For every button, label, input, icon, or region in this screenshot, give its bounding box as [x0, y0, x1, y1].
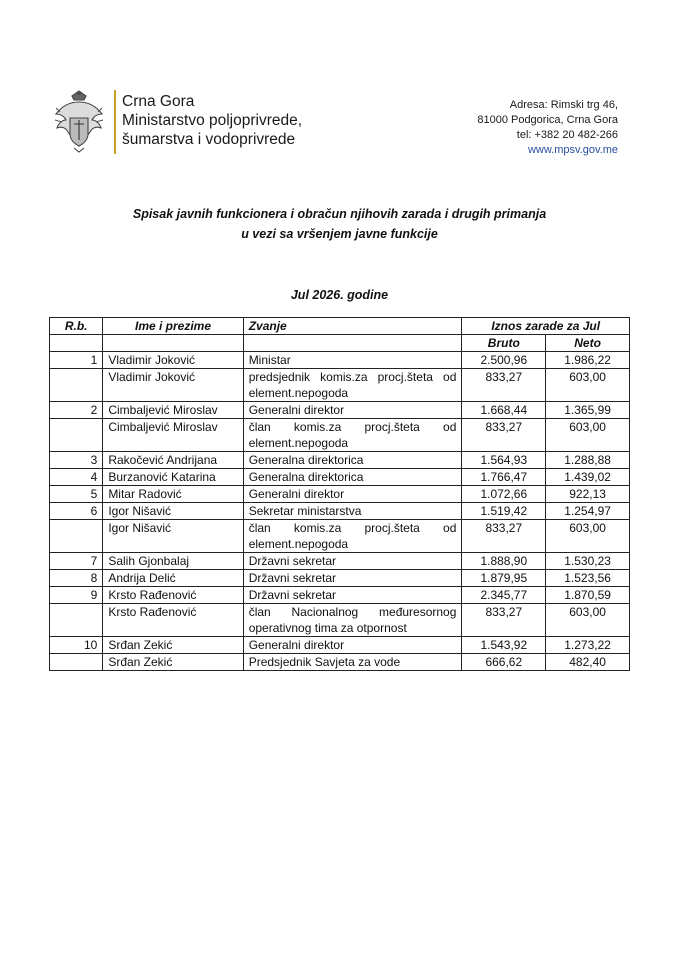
net-amount: 1.530,23 [546, 553, 630, 570]
official-name: Srđan Zekić [103, 654, 243, 671]
official-name: Krsto Rađenović [103, 587, 243, 604]
row-number: 10 [50, 637, 103, 654]
official-name: Vladimir Joković [103, 369, 243, 402]
official-position: Generalna direktorica [243, 469, 462, 486]
org-line-ministry-cont: šumarstva i vodoprivrede [122, 131, 296, 148]
table-row [50, 604, 630, 637]
header-amount: Iznos zarade za Jul [462, 318, 630, 335]
official-name: Igor Nišavić [103, 520, 243, 553]
official-position: Generalni direktor [243, 486, 462, 503]
address-line: Adresa: Rimski trg 46, [509, 99, 618, 111]
table-body [50, 352, 630, 671]
table-row [50, 570, 630, 587]
table-row [50, 486, 630, 503]
net-amount: 1.986,22 [546, 352, 630, 369]
gross-amount: 833,27 [462, 369, 546, 402]
organization-name [122, 92, 302, 149]
net-amount: 1.273,22 [546, 637, 630, 654]
net-amount: 1.254,97 [546, 503, 630, 520]
net-amount: 1.288,88 [546, 452, 630, 469]
net-amount: 603,00 [546, 520, 630, 553]
official-name: Srđan Zekić [103, 637, 243, 654]
official-name: Cimbaljević Miroslav [103, 419, 243, 452]
official-position: Generalni direktor [243, 637, 462, 654]
gross-amount: 1.543,92 [462, 637, 546, 654]
header-title: Zvanje [243, 318, 462, 335]
net-amount: 603,00 [546, 604, 630, 637]
net-amount: 922,13 [546, 486, 630, 503]
row-number: 9 [50, 587, 103, 604]
table-row [50, 654, 630, 671]
coat-of-arms-icon [52, 90, 106, 154]
official-position: Predsjednik Savjeta za vode [243, 654, 462, 671]
city-line: 81000 Podgorica, Crna Gora [477, 114, 618, 126]
gross-amount: 1.879,95 [462, 570, 546, 587]
net-amount: 1.523,56 [546, 570, 630, 587]
header-neto: Neto [546, 335, 630, 352]
net-amount: 1.870,59 [546, 587, 630, 604]
header-empty [50, 335, 103, 352]
gross-amount: 2.345,77 [462, 587, 546, 604]
header-empty [103, 335, 243, 352]
table-row [50, 452, 630, 469]
official-position: Generalna direktorica [243, 452, 462, 469]
official-position: Sekretar ministarstva [243, 503, 462, 520]
title-line-2: u vezi sa vršenjem javne funkcije [241, 227, 438, 241]
official-position: Državni sekretar [243, 587, 462, 604]
org-line-ministry: Ministarstvo poljoprivrede, [122, 112, 303, 129]
table-row [50, 469, 630, 486]
net-amount: 603,00 [546, 369, 630, 402]
net-amount: 1.439,02 [546, 469, 630, 486]
letterhead [52, 88, 618, 158]
table-row [50, 553, 630, 570]
table-row [50, 369, 630, 402]
row-number: 1 [50, 352, 103, 369]
gross-amount: 1.519,42 [462, 503, 546, 520]
letterhead-divider [114, 90, 116, 154]
official-position: Državni sekretar [243, 570, 462, 587]
official-position: Generalni direktor [243, 402, 462, 419]
table-row [50, 419, 630, 452]
gross-amount: 1.668,44 [462, 402, 546, 419]
official-name: Mitar Radović [103, 486, 243, 503]
org-line-country: Crna Gora [122, 93, 195, 110]
row-number [50, 654, 103, 671]
table-subheader-row [50, 335, 630, 352]
row-number [50, 604, 103, 637]
row-number: 2 [50, 402, 103, 419]
row-number: 4 [50, 469, 103, 486]
row-number: 6 [50, 503, 103, 520]
official-position: Ministar [243, 352, 462, 369]
official-name: Igor Nišavić [103, 503, 243, 520]
net-amount: 603,00 [546, 419, 630, 452]
gross-amount: 1.766,47 [462, 469, 546, 486]
table-row [50, 587, 630, 604]
table-header-row [50, 318, 630, 335]
official-position: član komis.za procj.šteta od element.nepogoda [243, 520, 462, 553]
row-number: 5 [50, 486, 103, 503]
gross-amount: 1.888,90 [462, 553, 546, 570]
website-link[interactable]: www.mpsv.gov.me [527, 144, 618, 156]
header-name: Ime i prezime [103, 318, 243, 335]
document-period: Jul 2026. godine [290, 288, 389, 302]
official-position: član Nacionalnog međuresornog operativnog tima za otpornost [243, 604, 462, 637]
official-name: Rakočević Andrijana [103, 452, 243, 469]
table-row [50, 503, 630, 520]
table-row [50, 637, 630, 654]
official-position: predsjednik komis.za procj.šteta od element.nepogoda [243, 369, 462, 402]
gross-amount: 833,27 [462, 604, 546, 637]
header-bruto: Bruto [462, 335, 546, 352]
gross-amount: 833,27 [462, 419, 546, 452]
table-row [50, 520, 630, 553]
official-position: Državni sekretar [243, 553, 462, 570]
title-line-1: Spisak javnih funkcionera i obračun njihovih zarada i drugih primanja [132, 207, 547, 221]
net-amount: 1.365,99 [546, 402, 630, 419]
document-title [0, 204, 679, 244]
row-number: 3 [50, 452, 103, 469]
table-row [50, 402, 630, 419]
gross-amount: 2.500,96 [462, 352, 546, 369]
official-name: Cimbaljević Miroslav [103, 402, 243, 419]
official-name: Andrija Delić [103, 570, 243, 587]
official-name: Burzanović Katarina [103, 469, 243, 486]
table-row [50, 352, 630, 369]
header-empty [243, 335, 462, 352]
official-name: Krsto Rađenović [103, 604, 243, 637]
gross-amount: 1.072,66 [462, 486, 546, 503]
header-rb: R.b. [50, 318, 103, 335]
official-name: Salih Gjonbalaj [103, 553, 243, 570]
official-position: član komis.za procj.šteta od element.nepogoda [243, 419, 462, 452]
row-number: 8 [50, 570, 103, 587]
gross-amount: 833,27 [462, 520, 546, 553]
salary-table [49, 317, 630, 671]
gross-amount: 1.564,93 [462, 452, 546, 469]
row-number [50, 369, 103, 402]
net-amount: 482,40 [546, 654, 630, 671]
row-number [50, 419, 103, 452]
phone-line: tel: +382 20 482-266 [516, 129, 618, 141]
official-name: Vladimir Joković [103, 352, 243, 369]
gross-amount: 666,62 [462, 654, 546, 671]
row-number [50, 520, 103, 553]
row-number: 7 [50, 553, 103, 570]
contact-info [477, 98, 618, 158]
